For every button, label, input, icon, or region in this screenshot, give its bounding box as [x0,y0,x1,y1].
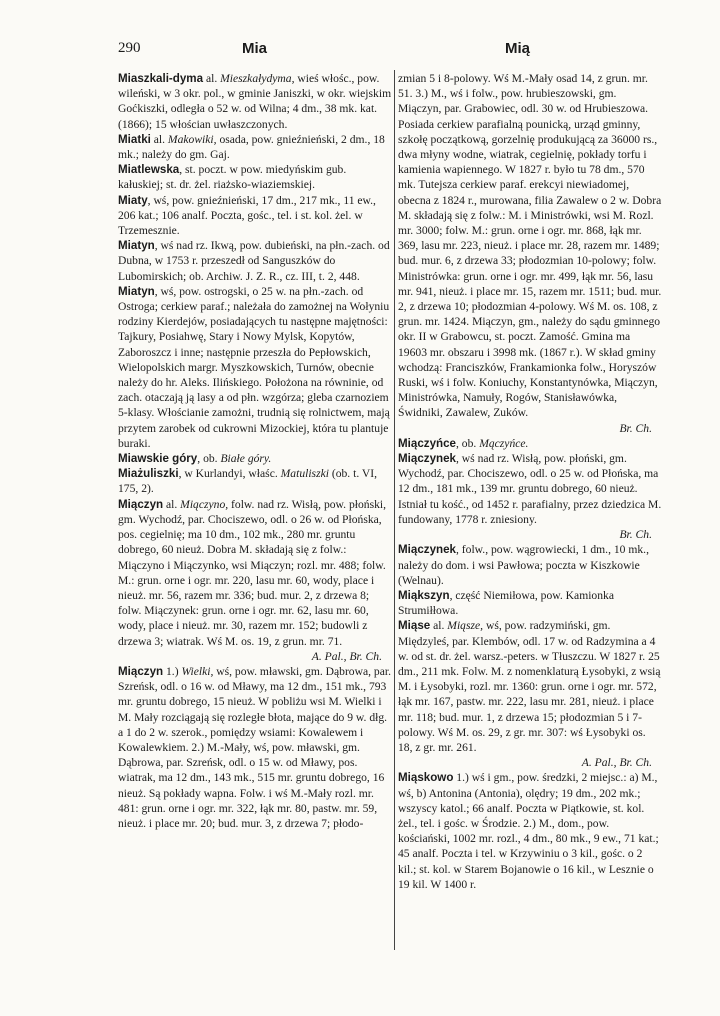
entry-text: , wś, pow. ostrogski, o 25 w. na płn.-zach. od Ostroga; cerkiew paraf.; należała do zamożnej na Wołyniu rodziny Kierdejów, posiadających tu następne majętności: Tajkury, Posiahwę, Stary i Nowy Mylsk, Kopytów, Zaboroszcz i inne; następnie przeszła do Pepłowskich, Wielopolskich margr. Myszkowskich, Turnów, obecnie należy do hr. Aleks. Ilińskiego. Położona na równinie, od zach. otaczają ją lasy a od płn. wzgórza; gleba czarnoziem 5-klasy. Włościanie zamożni, trudnią się rolnictwem, mają przytem zarobek od cukrowni Mizockiej, która tu plantuje buraki. [118,284,390,450]
entry-text: zmian 5 i 8-polowy. Wś M.-Mały osad 14, z grun. mr. 51. 3.) M., wś i folw., pow. hrubieszowski, gm. Miączyn, par. Grabowiec, odl. 30 w. od Hrubieszowa. Posiada cerkiew parafialną pounicką, urząd gminny, szkołę początkową, gorzelnię produkującą za 36000 rs., dwa młyny wodne, wiatrak, cegielnię, pokłady torfu i kamienia wapiennego. W 1827 r. było tu 78 dm., 570 mk. Tutejsza cerkiew paraf. erekcyi niewiadomej, obecna z 1824 r., murowana, filia Zawalew o 2 w. Dobra M. składają się z folw.: M. i Ministrówki, wsi M. Rozl. mr. 3000; folw. M.: grun. orne i ogr. mr. 868, łąk mr. 369, lasu mr. 223, nieuż. i place mr. 28, razem mr. 1489; bud. mur. 6, z drzewa 33; płodozmian 10-polowy; folw. Ministrówka: grun. orne i ogr. mr. 499, łąk mr. 56, lasu mr. 941, nieuż. i place mr. 15, razem mr. 1511; bud. mur. 2, z drzewa 10; płodozmian 4-polowy. Wś M. os. 108, z grun. mr. 1424. Miączyn, gm., należy do sądu gminnego okr. II w Grabowcu, st. poczt. Zamość. Gmina ma 19603 mr. obszaru i 3998 mk. (1867 r.). W skład gminy wchodzą: Franciszków, Frankamionka folw., Horyszów Ruski, wś i folw. Koniuchy, Konstantynówka, Miączyn, Ministrówka, Namuły, Rogów, Stanisławówka, Świdniki, Zawalew, Zuków. [398,72,662,420]
dictionary-entry [398,588,662,618]
entry-text: , wś nad rz. Ikwą, pow. dubieński, na płn.-zach. od Dubna, w 1753 r. przeszedł od Sanguszków do Lubomirskich; ob. Archiw. J. Z. R., cz. III, t. 2, 448. [118,239,390,283]
dictionary-entry [398,451,662,542]
page-number: 290 [118,40,141,56]
entry-text: , st. poczt. w pow. miedyńskim gub. kałuskiej; st. dr. żel. riażsko-wiaziemskiej. [118,163,347,192]
dictionary-entry [118,466,392,496]
entry-headword: Miatki [118,132,151,146]
entry-headword: Miąse [398,619,431,633]
entry-text: wieś włośc., pow. wileński, w 3 okr. pol., w gminie Janiszki, w okr. wiejskim Goćkiszki, odległa o 52 w. od Wilna; 4 dm., 38 mk. kat. (1866); 15 włościan uwłaszczonych. [118,72,392,131]
entry-headword: Miaszkali-dyma [118,72,204,85]
entry-variant: Mączyńce. [479,436,529,450]
dictionary-entry [118,162,392,192]
entry-text: folw. nad rz. Wisłą, pow. płoński, gm. Wychodź, par. Chociszewo, odl. o 26 w. od Płońska, pos. cegielnię; ma 10 dm., 102 mk., 280 mr. gruntu dobrego, 60 nieuż. Dobra M. składają się z folw.: Miączyno i Miączynko, wsi Miączyn; rozl. mr. 488; folw. M.: grun. orne i ogr. mr. 220, lasu mr. 60, wody, place i nieuż. mr. 56, razem mr. 336; bud. mur. 2, z drzewa 8; folw. Miączynek: grun. orne i ogr. mr. 62, lasu mr. 60, wody, place i nieuż. mr. 30, razem mr. 152; budowli z drzewa 3; wiatrak. Wś M. os. 19, z grun. mr. 71. [118,497,387,648]
dictionary-entry [118,238,392,284]
entry-variant: Makowiki, [167,132,217,146]
entry-variant: Matuliszki [280,467,329,481]
entry-connector: 1.) [453,771,472,785]
dictionary-entry [398,770,662,892]
entry-connector: al. [163,497,181,511]
entry-text: wś, pow. mławski, gm. Dąbrowa, par. Szreńsk, odl. o 16 w. od Mławy, ma 12 dm., 151 mk., 793 mr. gruntu dobrego, 15 nieuż. W pobliżu wsi M. Wielki i M. Mały rozciągają się rozległe błota, mające do 9 w. dłg. a 1 do 2 w. szerok., pomiędzy wsiami: Kowalewem i Kowalewkiem. 2.) M.-Mały, wś, pow. mławski, gm. Dąbrowa, par. Szreńsk, odl. o 15 w. od Mławy, pos. wiatrak, ma 12 dm., 143 mk., 515 mr. gruntu dobrego, 16 nieuż. Są pokłady wapna. Folw. i wś M.-Mały rozl. mr. 481: grun. orne i ogr. mr. 322, łąk mr. 80, pastw. mr. 59, nieuż. i place mr. 20; bud. mur. 3, z drzewa 7; płodo- [118,664,391,830]
dictionary-entry [398,436,662,451]
entry-headword: Miąskowo [398,771,454,785]
entry-headword: Miączynek [398,543,456,557]
entry-signature: A. Pal., Br. Ch. [581,756,652,770]
entry-text: wś i gm., pow. średzki, 2 miejsc.: a) M., wś, b) Antonina (Antonia), olędry; 19 dm., 202 mk.; wszyscy katol.; 66 analf. Poczta w Piątkowie, st. kol. żel., tel. i gośc. w Środzie. 2.) M., dom., pow. kościański, 1002 mr. rozl., 4 dm., 80 mk., 9 ew., 71 kat.; 45 analf. Poczta i tel. w Krzywiniu o 3 kil., gośc. o 2 kil.; st. kol. w Starem Bojanowie o 16 kil., w Lesznie o 19 kil. W 1400 r. [398,771,659,891]
dictionary-entry [398,618,662,770]
entry-headword: Miatlewska [118,163,180,177]
entry-headword: Miączyńce [398,436,456,450]
running-header [118,40,588,60]
entry-variant: Miączyno, [180,497,229,511]
entry-connector: al. [430,619,448,633]
entry-headword: Miączyn [118,664,164,678]
entry-headword: Miaty [118,193,148,207]
entry-variant: Mieszkałydyma, [220,72,295,85]
entry-variant: Miąsze, [447,619,484,633]
dictionary-entry [118,497,392,664]
dictionary-entry [118,284,392,451]
entry-headword: Miażuliszki [118,467,179,481]
entry-connector: al. [150,132,168,146]
entry-headword: Miatyn [118,239,155,253]
dictionary-entry [118,132,392,162]
entry-text: osada, pow. gnieźnieński, 2 dm., 18 mk.; należy do gm. Gaj. [118,132,385,162]
entry-signature: A. Pal., Br. Ch. [311,649,382,663]
dictionary-entry [118,664,392,831]
right-column [398,71,662,1006]
entry-text: (ob. t. VI, 175, 2). [118,467,378,496]
entry-text: wś, pow. radzymiński, gm. Międzyleś, par. Klembów, odl. 17 w. od Radzymina a 4 w. od st. dr. żel. warsz.-peters. w Tłuszczu. W 1827 r. 25 dm., 211 mk. Folw. M. z nomenklaturą Łysobyki, z wsią M. i Łysobyki, rozl. mr. 1360: grun. orne i ogr. mr. 572, łąk mr. 167, pastw. mr. 222, lasu mr. 281, nieuż. i place mr. 118; bud. mur. 1, z drzewa 15; płodozmian 5 i 7-polowy. Wś M. os. 29, z gr. mr. 307: wś Łysobyki os. 18, z gr. mr. 261. [398,619,661,754]
entry-text: , część Niemiłowa, pow. Kamionka Strumiłłowa. [398,588,614,618]
running-head-left: Mia [242,40,268,57]
dictionary-entry [118,71,392,132]
entry-signature: Br. Ch. [619,528,652,542]
left-column [118,71,392,1006]
entry-headword: Miawskie góry [118,452,198,466]
entry-text: , wś nad rz. Wisłą, pow. płoński, gm. Wychodź, par. Chociszewo, odl. o 25 w. od Płońska, ma 12 dm., 181 mk., 139 mr. gruntu dobrego, 60 nieuż. Istniał tu kość., od 1452 r. parafialny, przez dziedzica M. fundowany, 1778 r. zniesiony. [398,452,662,526]
column-divider [394,70,395,950]
entry-variant: Wielki, [181,664,214,678]
entry-text: , folw., pow. wągrowiecki, 1 dm., 10 mk., należy do dom. i wsi Pawłowa; poczta w Kiszkowie (Welnau). [398,543,649,587]
dictionary-entry [398,71,662,436]
running-head-right: Mią [504,40,530,57]
dictionary-entry [398,542,662,588]
dictionary-entry [118,451,392,466]
dictionary-entry [118,193,392,239]
entry-headword: Miąkszyn [398,588,450,602]
entry-variant: Białe góry. [220,452,272,466]
entry-signature: Br. Ch. [619,421,652,435]
entry-headword: Miączyn [118,497,164,511]
entry-headword: Miączynek [398,452,456,466]
entry-connector: 1.) [163,664,182,678]
entry-connector: , ob. [456,436,480,450]
entry-connector: al. [203,72,221,85]
entry-connector: , ob. [197,452,221,466]
entry-text: , wś, pow. gnieźnieński, 17 dm., 217 mk., 11 ew., 206 kat.; 106 analf. Poczta, gośc., tel. i st. kol. żel. w Trzemesznie. [118,193,376,238]
entry-connector: , w Kurlandyi, właśc. [178,467,281,481]
entry-headword: Miatyn [118,284,155,298]
